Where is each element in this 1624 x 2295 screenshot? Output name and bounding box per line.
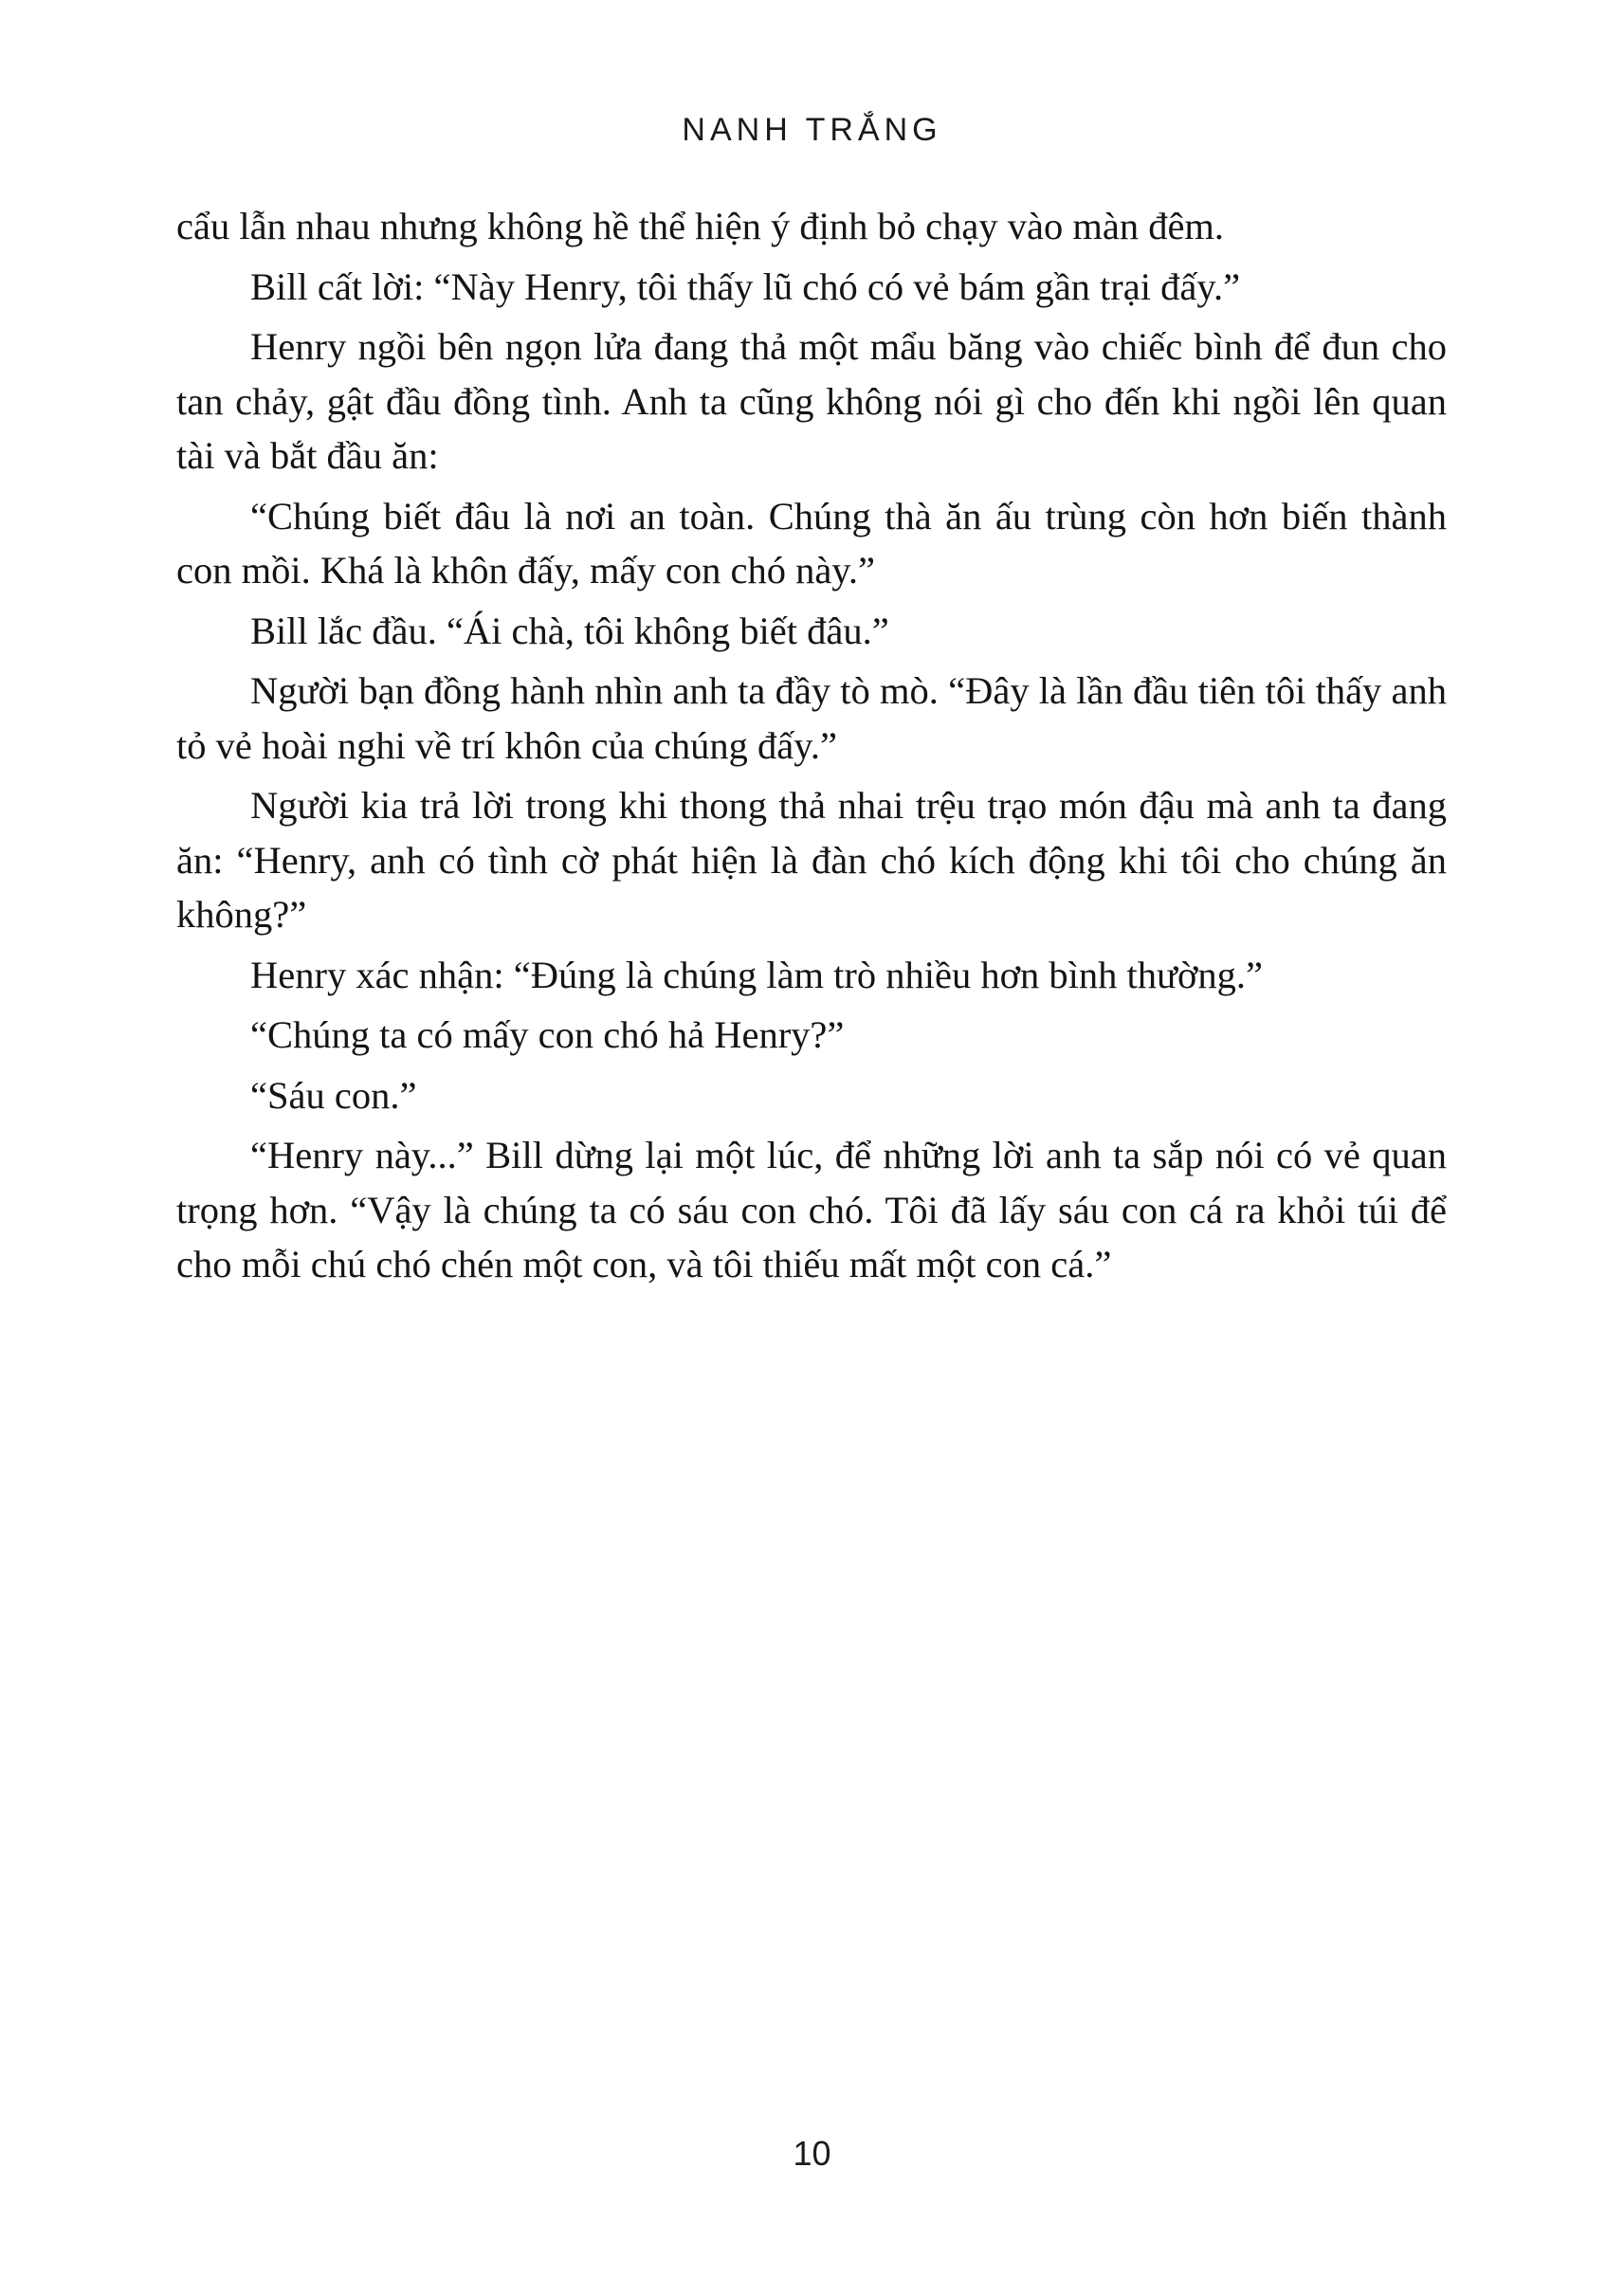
paragraph: Henry ngồi bên ngọn lửa đang thả một mẩu băng vào chiếc bình để đun cho tan chảy, gật đầu đồng tình. Anh ta cũng không nói gì cho đến khi ngồi lên quan tài và bắt đầu ăn: [176, 325, 1447, 477]
paragraph: “Chúng biết đâu là nơi an toàn. Chúng thà ăn ấu trùng còn hơn biến thành con mồi. Khá là khôn đấy, mấy con chó này.” [176, 494, 1447, 592]
paragraph: Người kia trả lời trong khi thong thả nhai trệu trạo món đậu mà anh ta đang ăn: “Henry, anh có tình cờ phát hiện là đàn chó kích động khi tôi cho chúng ăn không?” [176, 784, 1447, 936]
paragraph: Bill cất lời: “Này Henry, tôi thấy lũ chó có vẻ bám gần trại đấy.” [250, 264, 1241, 308]
paragraph: Người bạn đồng hành nhìn anh ta đầy tò mò. “Đây là lần đầu tiên tôi thấy anh tỏ vẻ hoài nghi về trí khôn của chúng đấy.” [176, 669, 1447, 767]
paragraph: cẩu lẫn nhau nhưng không hề thể hiện ý định bỏ chạy vào màn đêm. [176, 205, 1225, 247]
paragraph: “Henry này...” Bill dừng lại một lúc, để những lời anh ta sắp nói có vẻ quan trọng hơn. “Vậy là chúng ta có sáu con chó. Tôi đã lấy sáu con cá ra khỏi túi để cho mỗi chú chó chén một con, và tôi thiếu mất một con cá.” [176, 1134, 1447, 1285]
page-number: 10 [793, 2134, 831, 2173]
paragraph: “Sáu con.” [250, 1073, 417, 1117]
paragraph: Henry xác nhận: “Đúng là chúng làm trò nhiều hơn bình thường.” [250, 953, 1264, 996]
paragraph: Bill lắc đầu. “Ái chà, tôi không biết đâu.” [250, 609, 889, 652]
body-text-column [176, 199, 1447, 1298]
running-head: NANH TRẮNG [682, 112, 942, 148]
paragraph: “Chúng ta có mấy con chó hả Henry?” [250, 1013, 845, 1056]
